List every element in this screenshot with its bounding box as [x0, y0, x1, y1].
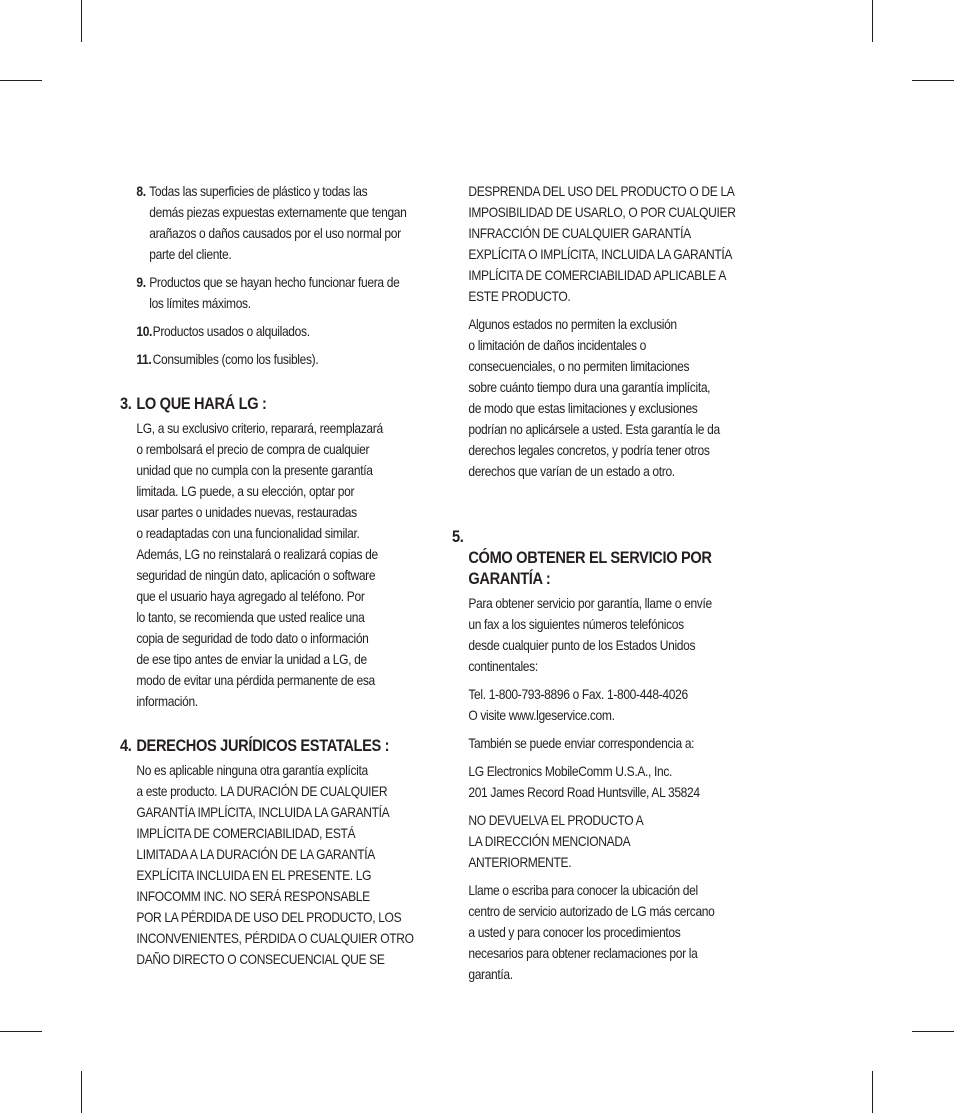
crop-mark-bottom-left-vertical — [81, 1071, 82, 1113]
left-column — [120, 181, 421, 977]
section-4-continuation: DESPRENDA DEL USO DEL PRODUCTO O DE LA IMPOSIBILIDAD DE USARLO, O POR CUALQUIER INFRACCIÓN DE CUALQUIER GARANTÍA EXPLÍCITA O IMPLÍCITA, INCLUIDA LA GARANTÍA IMPLÍCITA DE COMERCIABILIDAD APLICABLE A ESTE PRODUCTO. — [468, 183, 736, 304]
list-item-10 — [120, 321, 421, 342]
list-item-text: Consumibles (como los fusibles). — [152, 351, 319, 367]
section-5-contact-numbers: Tel. 1-800-793-8896 o Fax. 1-800-448-4026 O visite www.lgeservice.com. — [468, 686, 688, 723]
crop-mark-bottom-left-horizontal — [0, 1031, 42, 1032]
section-4-heading — [120, 735, 421, 756]
list-item-9 — [120, 272, 421, 314]
list-item-11 — [120, 349, 421, 370]
list-item-number: 11. — [136, 351, 152, 367]
crop-mark-bottom-right-horizontal — [912, 1031, 954, 1032]
list-item-text: Productos que se hayan hecho funcionar fuera de los límites máximos. — [149, 274, 400, 311]
list-item-number: 9. — [136, 274, 146, 290]
list-item-text: Productos usados o alquilados. — [152, 323, 310, 339]
section-title: LO QUE HARÁ LG : — [136, 394, 267, 413]
list-item-text: Todas las superficies de plástico y todas las demás piezas expuestas externamente que tengan arañazos o daños causados por el uso normal por parte del cliente. — [149, 183, 407, 262]
section-4-body: No es aplicable ninguna otra garantía explícita a este producto. LA DURACIÓN DE CUALQUIER GARANTÍA IMPLÍCITA, INCLUIDA LA GARANTÍA IMPLÍCITA DE COMERCIABILIDAD, ESTÁ LIMITADA A LA DURACIÓN DE LA GARANTÍA EXPLÍCITA INCLUIDA EN EL PRESENTE. LG INFOCOMM INC. NO SERÁ RESPONSABLE POR LA PÉRDIDA DE USO DEL PRODUCTO, LOS INCONVENIENTES, PÉRDIDA O CUALQUIER OTRO DAÑO DIRECTO O CONSECUENCIAL QUE SE — [136, 762, 414, 967]
states-paragraph: Algunos estados no permiten la exclusión o limitación de daños incidentales o consecuenciales, o no permiten limitaciones sobre cuánto tiempo dura una garantía implícita, de modo que estas limitaciones y exclusiones podrían no aplicársele a usted. Esta garantía le da derechos legales concretos, y podría tener otros derechos que varían de un estado a otro. — [468, 316, 720, 479]
list-item-number: 10. — [136, 323, 153, 339]
crop-mark-top-right-horizontal — [912, 80, 954, 81]
section-5-paragraph-6: Llame o escriba para conocer la ubicación del centro de servicio autorizado de LG más cercano a usted y para conocer los procedimientos necesarios para obtener reclamaciones por la garantía. — [468, 882, 715, 982]
list-item-number: 8. — [136, 183, 146, 199]
crop-mark-top-left-horizontal — [0, 80, 42, 81]
section-3-body: LG, a su exclusivo criterio, reparará, reemplazará o rembolsará el precio de compra de cualquier unidad que no cumpla con la presente garantía limitada. LG puede, a su elección, optar por usar partes o unidades nuevas, restauradas o readaptadas con una funcionalidad similar. Además, LG no reinstalará o realizará copias de seguridad de ningún dato, aplicación o software que el usuario haya agregado al teléfono. Por lo tanto, se recomienda que usted realice una copia de seguridad de todo dato o información de ese tipo antes de enviar la unidad a LG, de modo de evitar una pérdida permanente de esa información. — [136, 420, 383, 709]
crop-mark-top-right-vertical — [872, 0, 873, 42]
section-title: CÓMO OBTENER EL SERVICIO POR GARANTÍA : — [468, 548, 712, 588]
section-5-heading — [452, 505, 755, 589]
section-5-notice: NO DEVUELVA EL PRODUCTO A LA DIRECCIÓN MENCIONADA ANTERIORMENTE. — [468, 812, 644, 870]
section-title: DERECHOS JURÍDICOS ESTATALES : — [136, 736, 390, 755]
section-number: 4. — [120, 736, 132, 755]
section-5-paragraph-1: Para obtener servicio por garantía, llame o envíe un fax a los siguientes números telefónicos desde cualquier punto de los Estados Unidos continentales: — [468, 595, 712, 674]
section-number: 3. — [120, 394, 132, 413]
crop-mark-top-left-vertical — [81, 0, 82, 42]
section-5-paragraph-3: También se puede enviar correspondencia a: — [468, 735, 695, 751]
crop-mark-bottom-right-vertical — [872, 1071, 873, 1113]
section-number: 5. — [452, 527, 464, 546]
list-item-8 — [120, 181, 421, 265]
section-5-address: LG Electronics MobileComm U.S.A., Inc. 201 James Record Road Huntsville, AL 35824 — [468, 763, 700, 800]
right-column — [452, 181, 755, 992]
section-3-heading — [120, 393, 421, 414]
